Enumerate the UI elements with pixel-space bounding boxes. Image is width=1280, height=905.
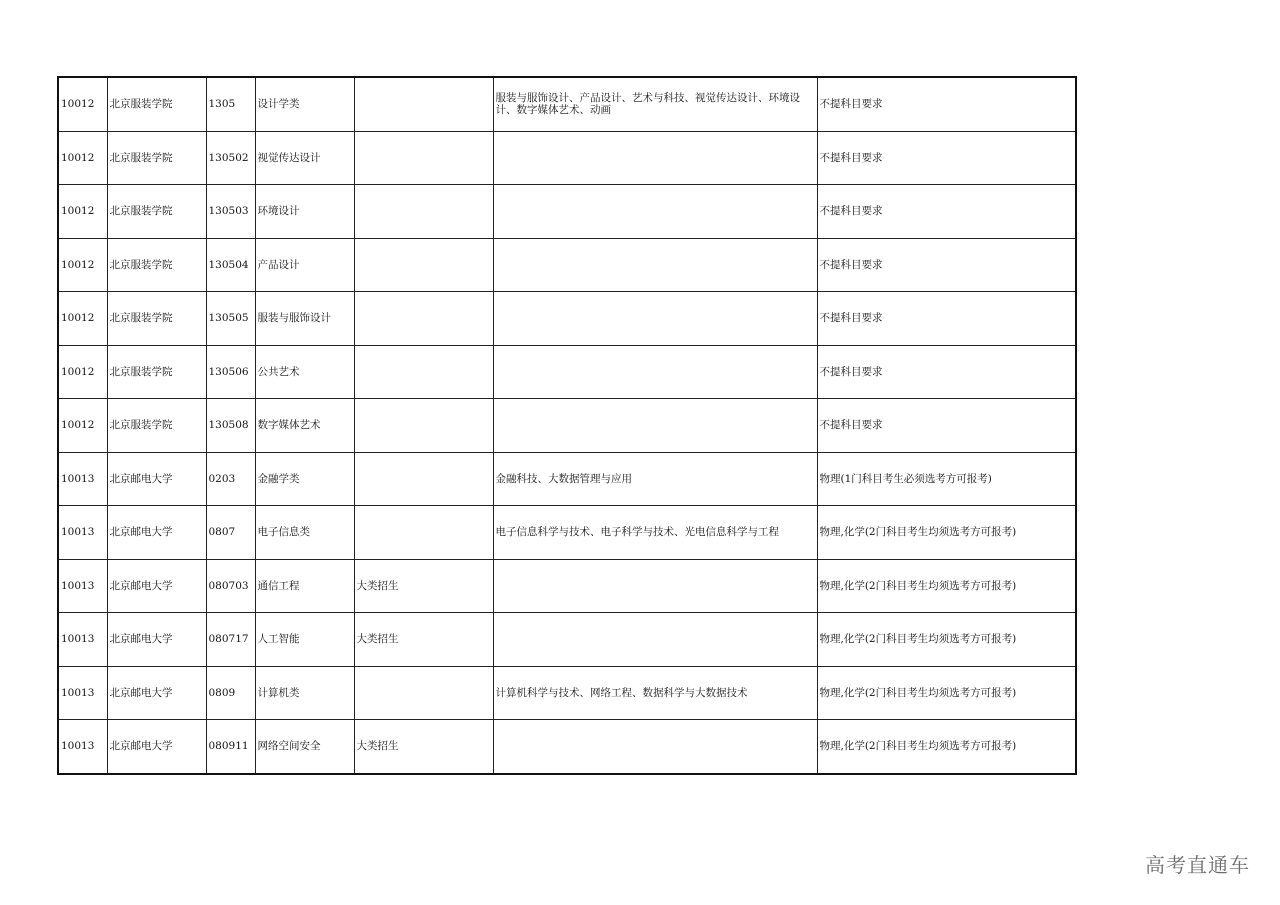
subject-requirement-cell: 不提科目要求 xyxy=(817,131,1076,185)
subject-requirement-cell: 不提科目要求 xyxy=(817,238,1076,292)
note-cell xyxy=(354,506,493,560)
major-name-cell: 人工智能 xyxy=(255,613,354,667)
school-code-cell: 10012 xyxy=(58,345,107,399)
major-code-cell: 0807 xyxy=(206,506,255,560)
major-code-cell: 1305 xyxy=(206,77,255,131)
note-cell xyxy=(354,452,493,506)
subject-requirement-cell: 物理,化学(2门科目考生均须选考方可报考) xyxy=(817,559,1076,613)
table-row xyxy=(58,292,1076,346)
school-code-cell: 10013 xyxy=(58,506,107,560)
table-row xyxy=(58,506,1076,560)
subject-requirement-cell: 物理(1门科目考生必须选考方可报考) xyxy=(817,452,1076,506)
major-code-cell: 0203 xyxy=(206,452,255,506)
subject-requirement-cell: 物理,化学(2门科目考生均须选考方可报考) xyxy=(817,666,1076,720)
major-code-cell: 0809 xyxy=(206,666,255,720)
table-row xyxy=(58,77,1076,131)
included-majors-cell xyxy=(493,613,817,667)
major-code-cell: 080911 xyxy=(206,720,255,774)
subject-requirement-cell: 不提科目要求 xyxy=(817,292,1076,346)
school-name-cell: 北京服装学院 xyxy=(107,185,206,239)
table-row xyxy=(58,559,1076,613)
school-code-cell: 10012 xyxy=(58,185,107,239)
note-cell: 大类招生 xyxy=(354,720,493,774)
subject-requirement-cell: 物理,化学(2门科目考生均须选考方可报考) xyxy=(817,720,1076,774)
school-code-cell: 10013 xyxy=(58,666,107,720)
table-row xyxy=(58,720,1076,774)
note-cell: 大类招生 xyxy=(354,613,493,667)
table-row xyxy=(58,452,1076,506)
school-name-cell: 北京服装学院 xyxy=(107,345,206,399)
admission-requirements-table xyxy=(57,76,1077,775)
included-majors-cell: 计算机科学与技术、网络工程、数据科学与大数据技术 xyxy=(493,666,817,720)
table-body xyxy=(58,77,1076,774)
major-name-cell: 数字媒体艺术 xyxy=(255,399,354,453)
school-name-cell: 北京邮电大学 xyxy=(107,506,206,560)
major-code-cell: 130505 xyxy=(206,292,255,346)
subject-requirement-cell: 不提科目要求 xyxy=(817,77,1076,131)
included-majors-cell: 金融科技、大数据管理与应用 xyxy=(493,452,817,506)
subject-requirement-cell: 不提科目要求 xyxy=(817,399,1076,453)
major-name-cell: 服装与服饰设计 xyxy=(255,292,354,346)
school-code-cell: 10013 xyxy=(58,613,107,667)
school-name-cell: 北京服装学院 xyxy=(107,77,206,131)
major-name-cell: 网络空间安全 xyxy=(255,720,354,774)
included-majors-cell: 电子信息科学与技术、电子科学与技术、光电信息科学与工程 xyxy=(493,506,817,560)
school-code-cell: 10012 xyxy=(58,77,107,131)
table-row xyxy=(58,399,1076,453)
major-code-cell: 130506 xyxy=(206,345,255,399)
table-row xyxy=(58,131,1076,185)
major-code-cell: 130503 xyxy=(206,185,255,239)
note-cell xyxy=(354,399,493,453)
school-code-cell: 10013 xyxy=(58,720,107,774)
table-row xyxy=(58,613,1076,667)
included-majors-cell xyxy=(493,238,817,292)
note-cell xyxy=(354,292,493,346)
subject-requirement-cell: 不提科目要求 xyxy=(817,185,1076,239)
school-code-cell: 10013 xyxy=(58,559,107,613)
table-row xyxy=(58,666,1076,720)
watermark-text: 高考直通车 xyxy=(1145,853,1250,877)
subject-requirement-cell: 物理,化学(2门科目考生均须选考方可报考) xyxy=(817,613,1076,667)
major-name-cell: 电子信息类 xyxy=(255,506,354,560)
table-row xyxy=(58,238,1076,292)
school-code-cell: 10013 xyxy=(58,452,107,506)
school-name-cell: 北京邮电大学 xyxy=(107,613,206,667)
included-majors-cell: 服装与服饰设计、产品设计、艺术与科技、视觉传达设计、环境设计、数字媒体艺术、动画 xyxy=(493,77,817,131)
school-name-cell: 北京邮电大学 xyxy=(107,452,206,506)
major-code-cell: 080717 xyxy=(206,613,255,667)
note-cell xyxy=(354,345,493,399)
note-cell xyxy=(354,77,493,131)
major-name-cell: 环境设计 xyxy=(255,185,354,239)
major-name-cell: 设计学类 xyxy=(255,77,354,131)
school-code-cell: 10012 xyxy=(58,238,107,292)
school-name-cell: 北京邮电大学 xyxy=(107,559,206,613)
subject-requirement-cell: 不提科目要求 xyxy=(817,345,1076,399)
note-cell xyxy=(354,238,493,292)
school-name-cell: 北京邮电大学 xyxy=(107,666,206,720)
major-name-cell: 视觉传达设计 xyxy=(255,131,354,185)
school-name-cell: 北京邮电大学 xyxy=(107,720,206,774)
major-code-cell: 080703 xyxy=(206,559,255,613)
school-name-cell: 北京服装学院 xyxy=(107,238,206,292)
school-name-cell: 北京服装学院 xyxy=(107,292,206,346)
table-row xyxy=(58,185,1076,239)
school-name-cell: 北京服装学院 xyxy=(107,131,206,185)
major-name-cell: 金融学类 xyxy=(255,452,354,506)
included-majors-cell xyxy=(493,185,817,239)
note-cell xyxy=(354,131,493,185)
included-majors-cell xyxy=(493,399,817,453)
major-name-cell: 产品设计 xyxy=(255,238,354,292)
school-code-cell: 10012 xyxy=(58,131,107,185)
included-majors-cell xyxy=(493,559,817,613)
major-code-cell: 130502 xyxy=(206,131,255,185)
school-code-cell: 10012 xyxy=(58,292,107,346)
included-majors-cell xyxy=(493,292,817,346)
major-code-cell: 130508 xyxy=(206,399,255,453)
school-name-cell: 北京服装学院 xyxy=(107,399,206,453)
note-cell: 大类招生 xyxy=(354,559,493,613)
included-majors-cell xyxy=(493,720,817,774)
major-code-cell: 130504 xyxy=(206,238,255,292)
table-row xyxy=(58,345,1076,399)
included-majors-cell xyxy=(493,131,817,185)
included-majors-cell xyxy=(493,345,817,399)
major-name-cell: 计算机类 xyxy=(255,666,354,720)
school-code-cell: 10012 xyxy=(58,399,107,453)
major-name-cell: 通信工程 xyxy=(255,559,354,613)
note-cell xyxy=(354,666,493,720)
subject-requirement-cell: 物理,化学(2门科目考生均须选考方可报考) xyxy=(817,506,1076,560)
note-cell xyxy=(354,185,493,239)
major-name-cell: 公共艺术 xyxy=(255,345,354,399)
